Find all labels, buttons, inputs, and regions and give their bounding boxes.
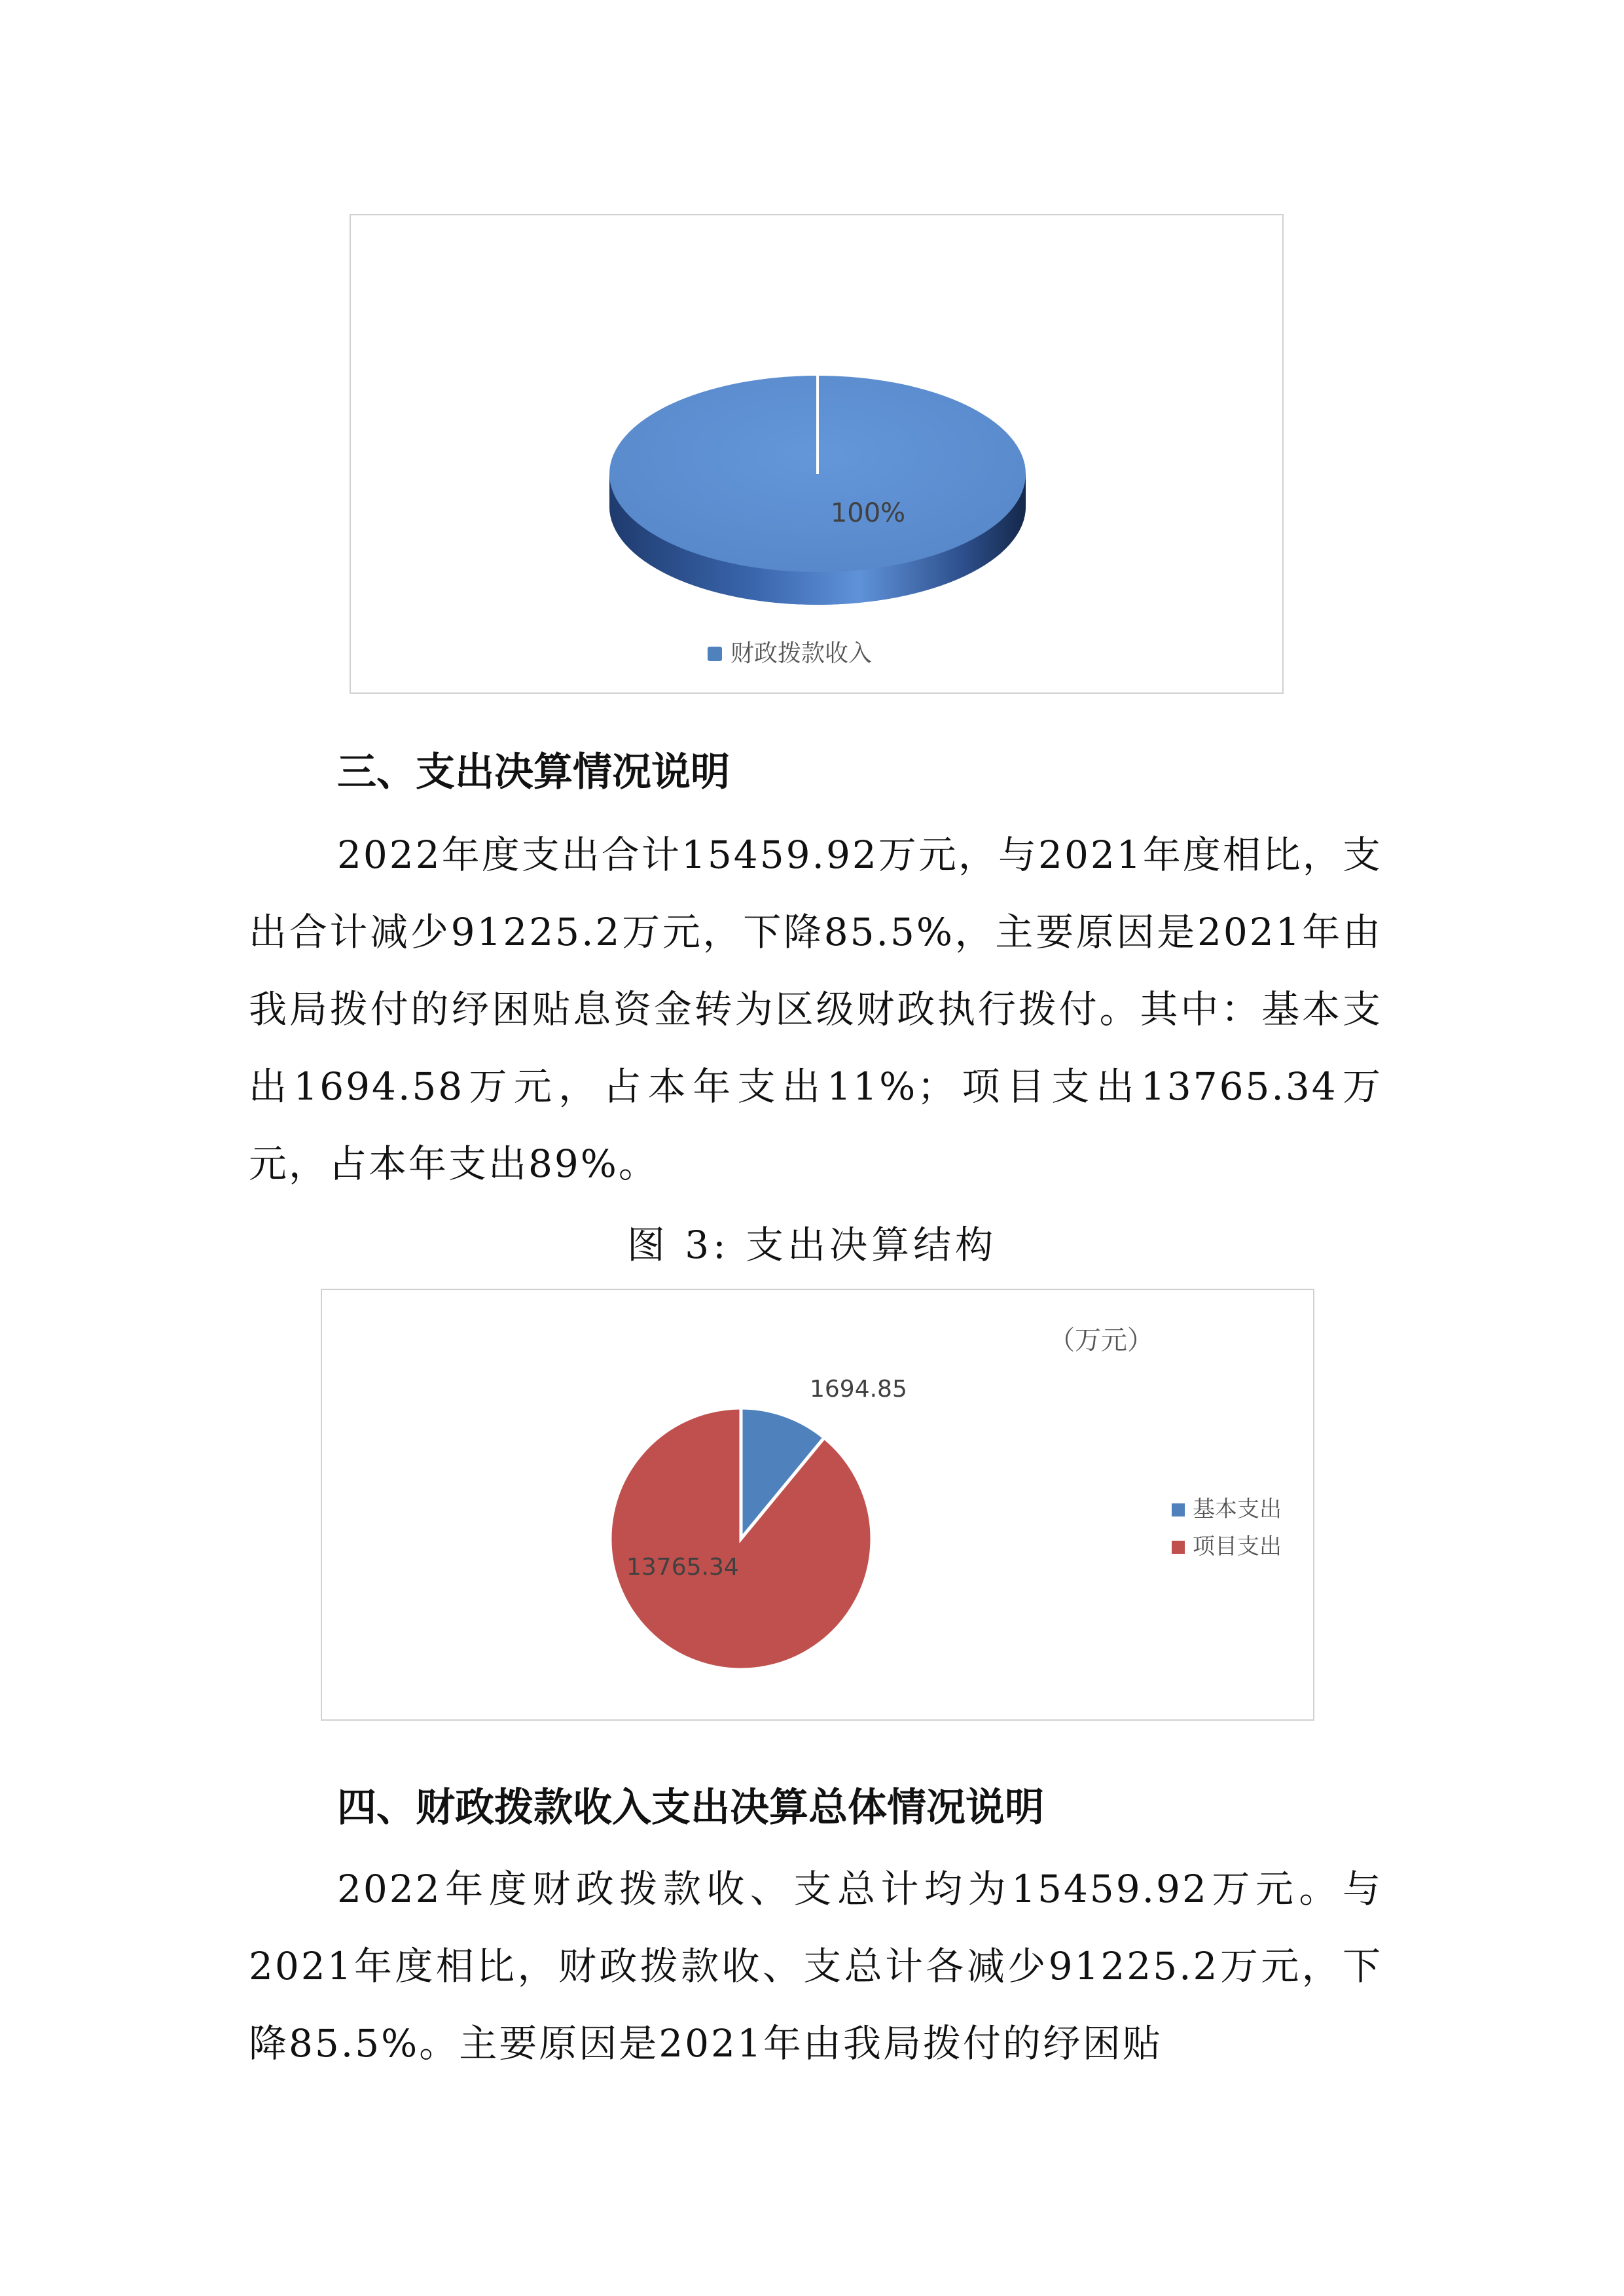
pie-data-label: 100% xyxy=(830,498,906,528)
income-pie-chart xyxy=(350,214,1284,694)
income-pie-svg xyxy=(351,215,1285,695)
legend-label-project: 项目支出 xyxy=(1193,1534,1282,1560)
section-paragraph-3 xyxy=(249,816,1382,1202)
section-paragraph-4 xyxy=(249,1850,1382,2082)
data-label-project: 13765.34 xyxy=(626,1554,739,1581)
expenditure-pie-chart xyxy=(321,1289,1314,1721)
section-paragraph-3-text: 2022年度支出合计15459.92万元，与2021年度相比，支出合计减少91225.2万元，下降85.5%，主要原因是2021年由我局拨付的纾困贴息资金转为区级财政执行拨付。其中：基本支出1694.58万元，占本年支出11%；项目支出13765.34万元，占本年支出89%。 xyxy=(249,833,1382,1186)
section-heading-4: 四、财政拨款收入支出决算总体情况说明 xyxy=(337,1785,1044,1831)
legend-swatch-basic xyxy=(1172,1503,1185,1516)
section-heading-3: 三、支出决算情况说明 xyxy=(337,749,730,795)
expenditure-pie-svg xyxy=(322,1290,1316,1722)
unit-label: （万元） xyxy=(1049,1325,1153,1355)
figure-caption: 图 3: 支出决算结构 xyxy=(626,1223,998,1267)
legend-label-income: 财政拨款收入 xyxy=(731,640,873,667)
section-paragraph-4-text: 2022年度财政拨款收、支总计均为15459.92万元。与2021年度相比，财政拨款收、支总计各减少91225.2万元，下降85.5%。主要原因是2021年由我局拨付的纾困贴 xyxy=(249,1867,1382,2066)
legend-label-basic: 基本支出 xyxy=(1193,1496,1282,1522)
pie-slice-project xyxy=(610,1408,872,1670)
legend-swatch xyxy=(708,647,722,661)
legend-swatch-project xyxy=(1172,1541,1185,1554)
data-label-basic: 1694.85 xyxy=(810,1376,907,1403)
